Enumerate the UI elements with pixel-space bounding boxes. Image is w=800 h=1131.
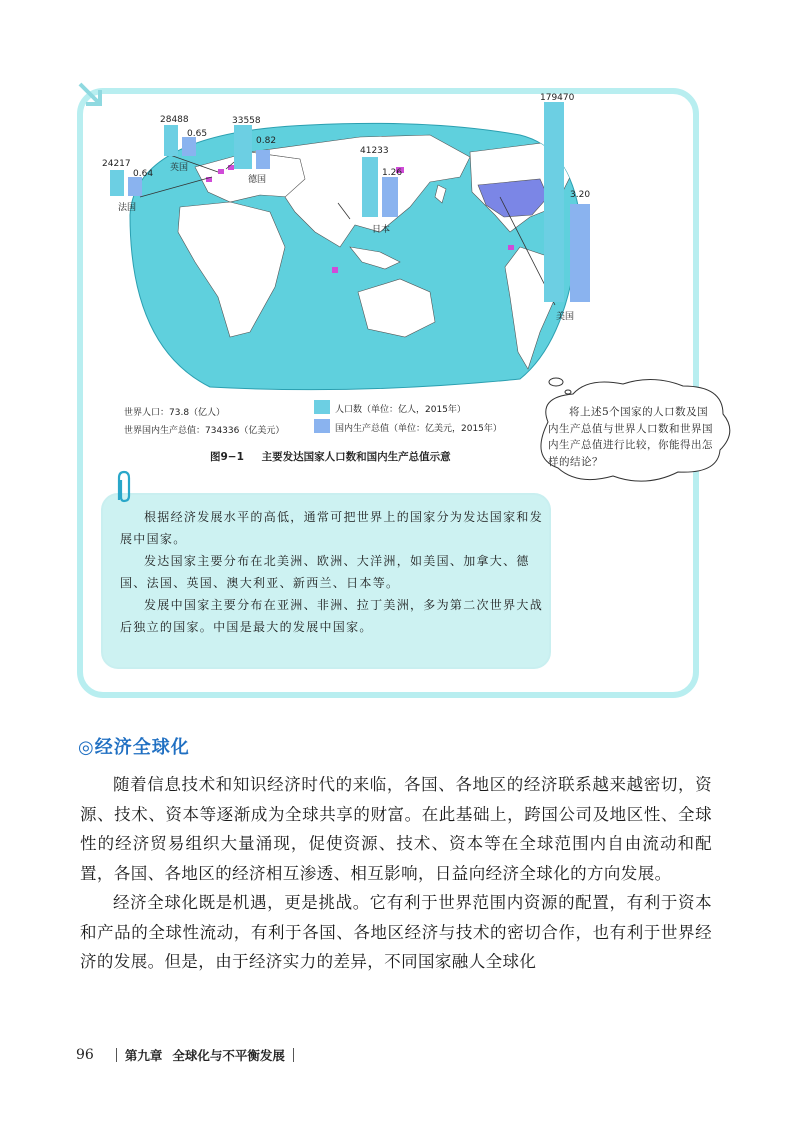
world-population: 世界人口：73.8（亿人） [124,408,226,418]
paperclip-icon [113,470,135,504]
japan-label: 日本 [372,225,391,235]
bar-uk-population [164,125,178,156]
footer-separator [116,1048,117,1062]
usa-label: 美国 [556,312,575,322]
germany-gdp-value: 0.82 [256,136,277,146]
bar-germany-gdp [256,150,270,169]
usa-gdp-value: 3.20 [570,190,591,200]
bar-france-population [110,170,124,196]
body-text [80,770,712,977]
world-map [100,97,620,397]
germany-population-value: 33558 [232,116,261,126]
germany-label: 德国 [248,175,267,185]
bar-japan-population [362,157,378,217]
chapter-label: 第九章 [124,1048,163,1063]
legend-gdp-swatch [314,419,330,433]
figure-caption [210,449,451,464]
bar-japan-gdp [382,177,398,217]
section-title: ◎经济全球化 [78,737,190,758]
note-paragraph: 发展中国家主要分布在亚洲、非洲、拉丁美洲，多为第二次世界大战后独立的国家。中国是最大的发展中国家。 [120,598,544,634]
bar-uk-gdp [182,137,196,156]
footer-separator [293,1048,294,1062]
japan-population-value: 41233 [360,146,389,156]
world-gdp: 世界国内生产总值：734336（亿美元） [124,426,285,436]
uk-population-value: 28488 [160,115,189,125]
france-label: 法国 [118,203,137,213]
bar-usa-population [544,102,564,302]
bubble-question: 将上述5个国家的人口数及国内生产总值与世界人口数和世界国内生产总值进行比较，你能得出怎样的结论？ [548,406,713,468]
note-paragraph: 根据经济发展水平的高低，通常可把世界上的国家分为发达国家和发展中国家。 [120,510,544,546]
bar-usa-gdp [570,204,590,302]
france-population-value: 24217 [102,159,131,169]
uk-label: 英国 [170,163,189,173]
page-footer [76,1046,302,1064]
legend-population-swatch [314,400,330,414]
page-number: 96 [76,1047,94,1063]
note-paragraph: 发达国家主要分布在北美洲、欧洲、大洋洲，如美国、加拿大、德国、法国、英国、澳大利亚、新西兰、日本等。 [120,554,530,590]
bar-germany-population [234,125,252,169]
body-paragraph: 随着信息技术和知识经济时代的来临，各国、各地区的经济联系越来越密切，资源、技术、资本等逐渐成为全球共享的财富。在此基础上，跨国公司及地区性、全球性的经济贸易组织大量涌现，促使资源、技术、资本等在全球范围内自由流动和配置，各国、各地区的经济相互渗透、相互影响，日益向经济全球化的方向发展。 [80,775,712,883]
note-text [120,506,544,638]
chapter-title: 全球化与不平衡发展 [172,1048,285,1063]
body-paragraph: 经济全球化既是机遇，更是挑战。它有利于世界范围内资源的配置，有利于资本和产品的全球性流动，有利于各国、各地区经济与技术的密切合作，也有利于世界经济的发展。但是，由于经济实力的差异，不同国家融人全球化 [80,893,712,971]
japan-gdp-value: 1.26 [382,168,403,178]
uk-gdp-value: 0.65 [187,129,208,139]
figure-caption-text: 主要发达国家人口数和国内生产总值示意 [261,451,451,463]
legend-gdp-label: 国内生产总值（单位：亿美元，2015年） [335,424,502,434]
france-gdp-value: 0.64 [133,169,154,179]
figure-caption-number: 图9−1 [210,451,244,463]
usa-population-value: 179470 [540,93,575,103]
bar-france-gdp [128,177,142,196]
legend-population-label: 人口数（单位：亿人，2015年） [335,405,466,415]
